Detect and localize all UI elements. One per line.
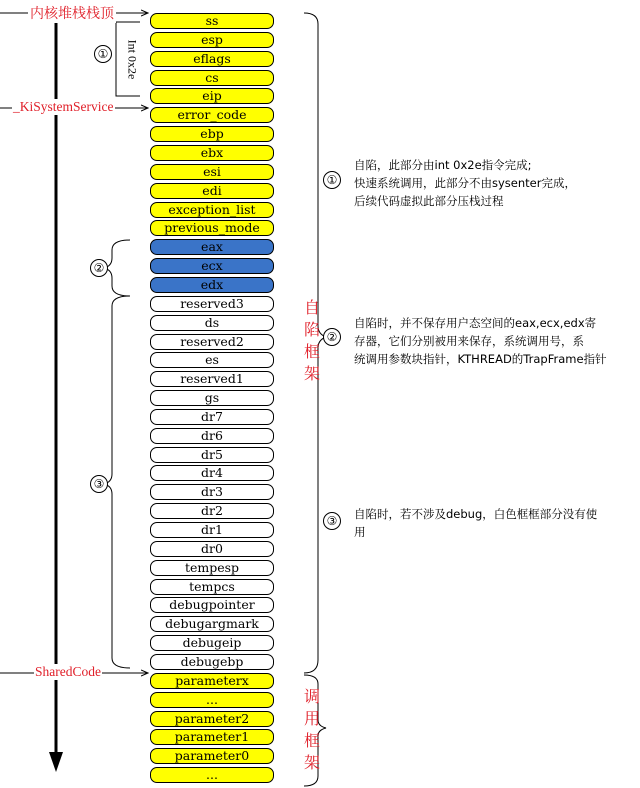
stack-slot: dr6 bbox=[150, 428, 274, 444]
stack-slot: gs bbox=[150, 390, 274, 406]
stack-slot: reserved3 bbox=[150, 296, 274, 312]
ki-system-service-label: _KiSystemService bbox=[13, 99, 114, 114]
stack-slot: debugebp bbox=[150, 654, 274, 670]
note-three bbox=[354, 505, 597, 541]
marker-three-right: ③ bbox=[323, 512, 341, 530]
note-three-line: 自陷时，若不涉及debug，白色框框部分没有使 bbox=[354, 507, 598, 521]
note-two bbox=[354, 314, 607, 368]
marker-three-left: ③ bbox=[90, 475, 108, 493]
stack-slot: ebp bbox=[150, 126, 274, 142]
call-frame-char: 框 bbox=[303, 731, 320, 750]
note-two-line: 统调用参数块指针，KTHREAD的TrapFrame指针 bbox=[354, 352, 607, 366]
note-two-line: 存器，它们分别被用来保存，系统调用号，系 bbox=[354, 334, 584, 348]
stack-slot: edx bbox=[150, 277, 274, 293]
int-0x2e-label: Int 0x2e bbox=[125, 39, 140, 80]
stack-slot: dr0 bbox=[150, 541, 274, 557]
stack-slot: dr4 bbox=[150, 465, 274, 481]
trap-frame-char: 自 bbox=[303, 298, 320, 317]
note-three-line: 用 bbox=[354, 525, 366, 539]
stack-slot: ecx bbox=[150, 258, 274, 274]
stack-slot: ss bbox=[150, 13, 274, 29]
stack-slot: exception_list bbox=[150, 202, 274, 218]
marker-one-right: ① bbox=[323, 171, 341, 189]
call-frame-char: 用 bbox=[303, 709, 320, 728]
call-frame-char: 架 bbox=[303, 753, 320, 772]
stack-slot: dr3 bbox=[150, 484, 274, 500]
note-one-line: 后续代码虚拟此部分压栈过程 bbox=[354, 194, 504, 208]
stack-slot: dr2 bbox=[150, 503, 274, 519]
call-frame-char: 调 bbox=[303, 687, 320, 706]
stack-slot: esi bbox=[150, 164, 274, 180]
note-one-line: 自陷，此部分由int 0x2e指令完成; bbox=[354, 158, 532, 172]
stack-slot: es bbox=[150, 352, 274, 368]
stack-slot: eflags bbox=[150, 51, 274, 67]
stack-slot: parameter1 bbox=[150, 729, 274, 745]
stack-slot: parameter0 bbox=[150, 748, 274, 764]
stack-slot: edi bbox=[150, 183, 274, 199]
stack-slot: parameterx bbox=[150, 673, 274, 689]
stack-slot: previous_mode bbox=[150, 220, 274, 236]
stack-slot: esp bbox=[150, 32, 274, 48]
note-one-line: 快速系统调用，此部分不由sysenter完成， bbox=[354, 176, 576, 190]
stack-slot: debugeip bbox=[150, 635, 274, 651]
trap-frame-char: 架 bbox=[303, 364, 320, 383]
stack-slot: eax bbox=[150, 239, 274, 255]
trap-frame-char: 框 bbox=[303, 342, 320, 361]
trap-frame-char: 陷 bbox=[303, 320, 320, 339]
stack-slot: debugargmark bbox=[150, 616, 274, 632]
stack-slot: ... bbox=[150, 767, 274, 783]
stack-growth-arrowhead bbox=[49, 752, 63, 772]
stack-slot: cs bbox=[150, 70, 274, 86]
stack-slot: ds bbox=[150, 315, 274, 331]
stack-slot: ebx bbox=[150, 145, 274, 161]
stack-slot: error_code bbox=[150, 107, 274, 123]
stack-slot: dr7 bbox=[150, 409, 274, 425]
stack-slot: tempcs bbox=[150, 579, 274, 595]
stack-slot: eip bbox=[150, 88, 274, 104]
marker-one-left: ① bbox=[94, 45, 112, 63]
marker-two-left: ② bbox=[90, 259, 108, 277]
stack-slot: tempesp bbox=[150, 560, 274, 576]
stack-slot: reserved2 bbox=[150, 334, 274, 350]
stack-slot: parameter2 bbox=[150, 711, 274, 727]
kernel-stack-top-label: 内核堆栈栈顶 bbox=[28, 3, 116, 23]
stack-slot: ... bbox=[150, 692, 274, 708]
note-two-line: 自陷时，并不保存用户态空间的eax,ecx,edx寄 bbox=[354, 316, 597, 330]
shared-code-label: SharedCode bbox=[35, 664, 101, 679]
stack-slot: debugpointer bbox=[150, 597, 274, 613]
stack-slot: dr1 bbox=[150, 522, 274, 538]
note-one bbox=[354, 156, 576, 210]
marker-two-right: ② bbox=[323, 328, 341, 346]
stack-slot: dr5 bbox=[150, 447, 274, 463]
stack-slot: reserved1 bbox=[150, 371, 274, 387]
